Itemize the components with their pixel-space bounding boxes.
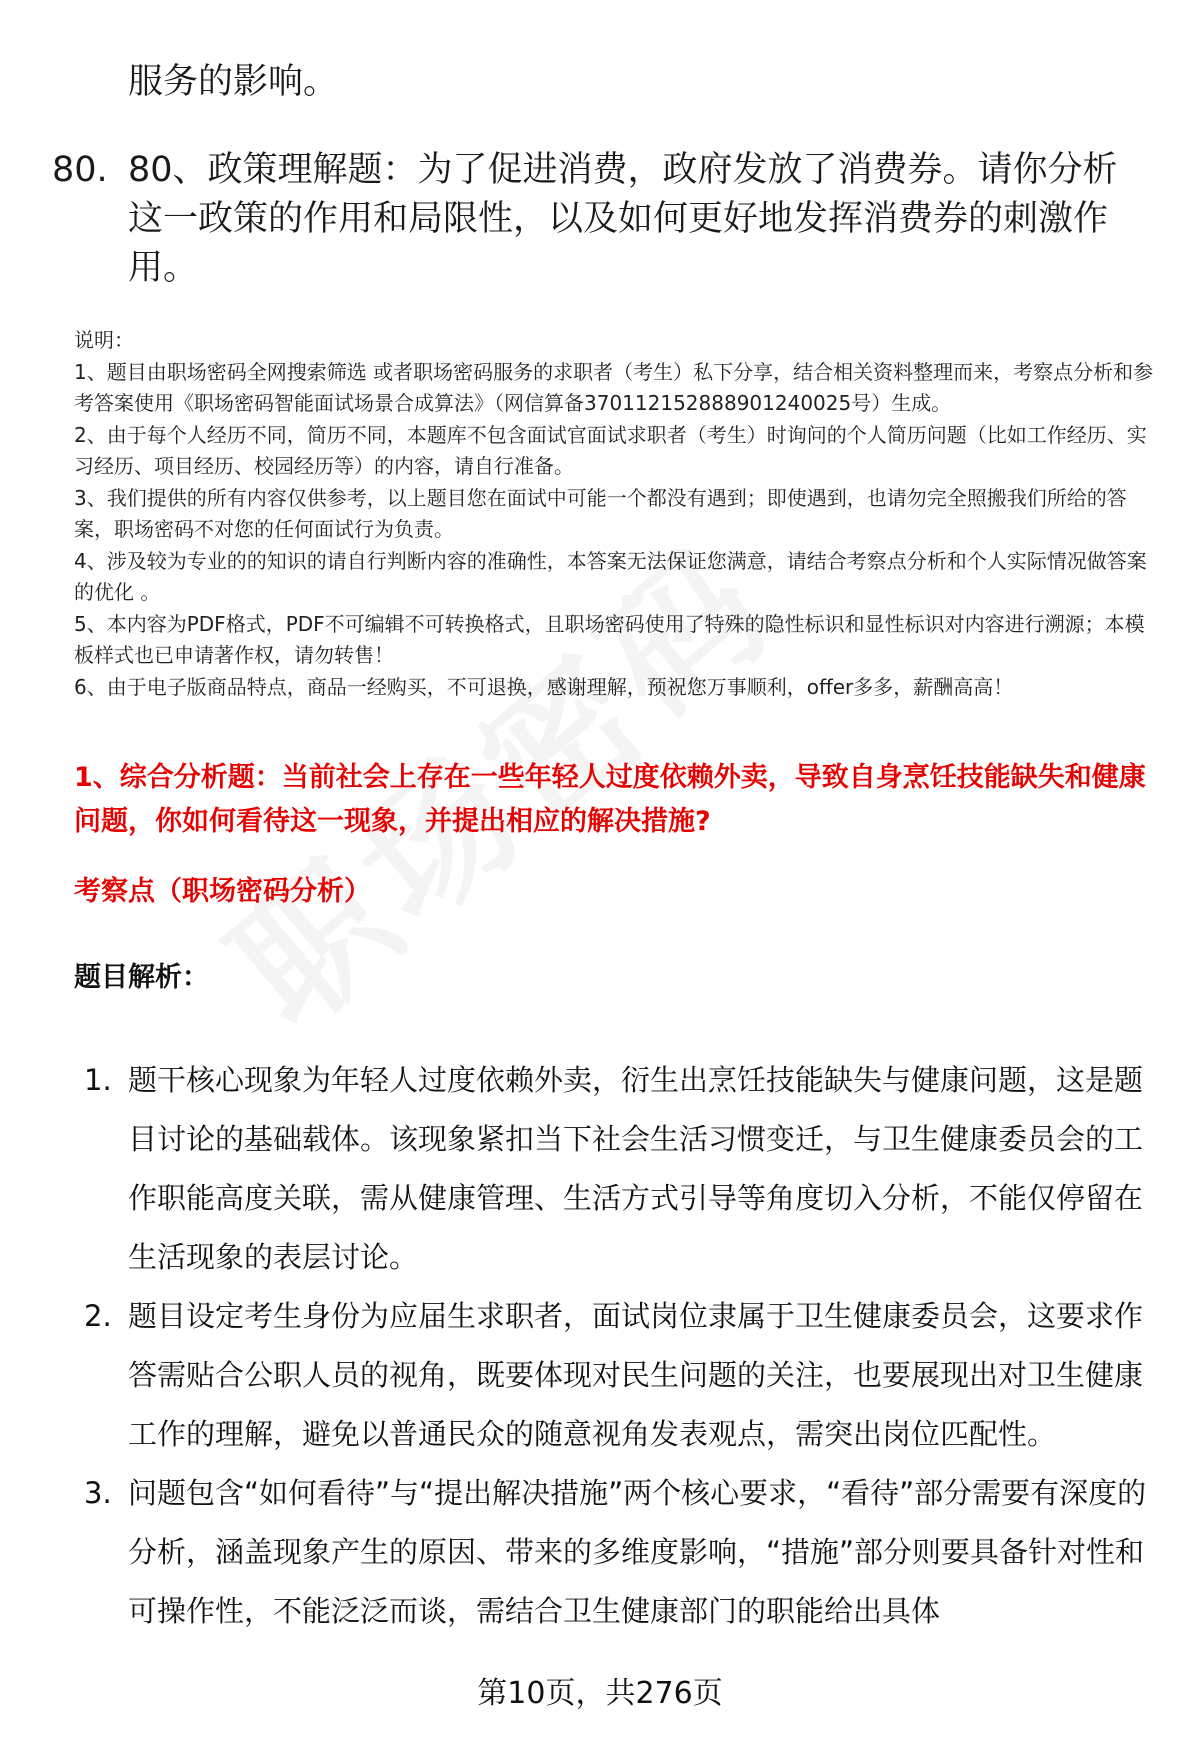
analysis-item-text: 题目设定考生身份为应届生求职者，面试岗位隶属于卫生健康委员会，这要求作答需贴合公职人员的视角，既要体现对民生问题的关注，也要展现出对卫生健康工作的理解，避免以普通民众的随意视角发表观点，需突出岗位匹配性。 <box>128 1299 1144 1451</box>
analysis-item-text: 题干核心现象为年轻人过度依赖外卖，衍生出烹饪技能缺失与健康问题，这是题目讨论的基础载体。该现象紧扣当下社会生活习惯变迁，与卫生健康委员会的工作职能高度关联，需从健康管理、生活方式引导等角度切入分析，不能仅停留在生活现象的表层讨论。 <box>128 1063 1144 1274</box>
analysis-item <box>84 1051 1164 1287</box>
question-80-text: 80、政策理解题：为了促进消费，政府发放了消费券。请你分析这一政策的作用和局限性，以及如何更好地发挥消费券的刺激作用。 <box>128 150 1118 288</box>
question-80 <box>52 146 1152 293</box>
notes-title: 说明： <box>74 328 134 352</box>
note-item: 1、题目由职场密码全网搜索筛选 或者职场密码服务的求职者（考生）私下分享，结合相关资料整理而来，考察点分析和参考答案使用《职场密码智能面试场景合成算法》（网信算备370112152888901240025号）生成。 <box>74 359 1154 415</box>
list-marker: 2. <box>84 1299 112 1333</box>
note-item: 4、涉及较为专业的的知识的请自行判断内容的准确性，本答案无法保证您满意，请结合考察点分析和个人实际情况做答案的优化 。 <box>74 548 1147 604</box>
notes-section <box>74 325 1160 703</box>
page-footer: 第10页，共276页 <box>477 1676 723 1711</box>
analysis-list <box>84 1051 1164 1641</box>
list-marker: 3. <box>84 1476 112 1510</box>
list-marker: 1. <box>84 1063 112 1097</box>
exam-point-heading: 考察点（职场密码分析） <box>74 876 371 907</box>
question-title: 1、综合分析题：当前社会上存在一些年轻人过度依赖外卖，导致自身烹饪技能缺失和健康问题，你如何看待这一现象，并提出相应的解决措施? <box>74 762 1146 837</box>
previous-question-continuation: 服务的影响。 <box>128 62 339 102</box>
analysis-heading: 题目解析： <box>74 962 209 993</box>
note-item: 5、本内容为PDF格式，PDF不可编辑不可转换格式，且职场密码使用了特殊的隐性标识和显性标识对内容进行溯源；本模板样式也已申请著作权，请勿转售！ <box>74 611 1145 667</box>
note-item: 3、我们提供的所有内容仅供参考，以上题目您在面试中可能一个都没有遇到；即使遇到，也请勿完全照搬我们所给的答案，职场密码不对您的任何面试行为负责。 <box>74 485 1127 541</box>
analysis-item <box>84 1287 1164 1464</box>
analysis-item-text: 问题包含“如何看待”与“提出解决措施”两个核心要求，“看待”部分需要有深度的分析，涵盖现象产生的原因、带来的多维度影响，“措施”部分则要具备针对性和可操作性，不能泛泛而谈，需结合卫生健康部门的职能给出具体 <box>128 1476 1147 1628</box>
question-80-number: 80. <box>52 150 108 190</box>
analysis-item <box>84 1464 1164 1641</box>
note-item: 2、由于每个人经历不同，简历不同，本题库不包含面试官面试求职者（考生）时询问的个人简历问题（比如工作经历、实习经历、项目经历、校园经历等）的内容，请自行准备。 <box>74 422 1147 478</box>
note-item: 6、由于电子版商品特点，商品一经购买，不可退换，感谢理解，预祝您万事顺利，offer多多，薪酬高高！ <box>74 674 1014 699</box>
